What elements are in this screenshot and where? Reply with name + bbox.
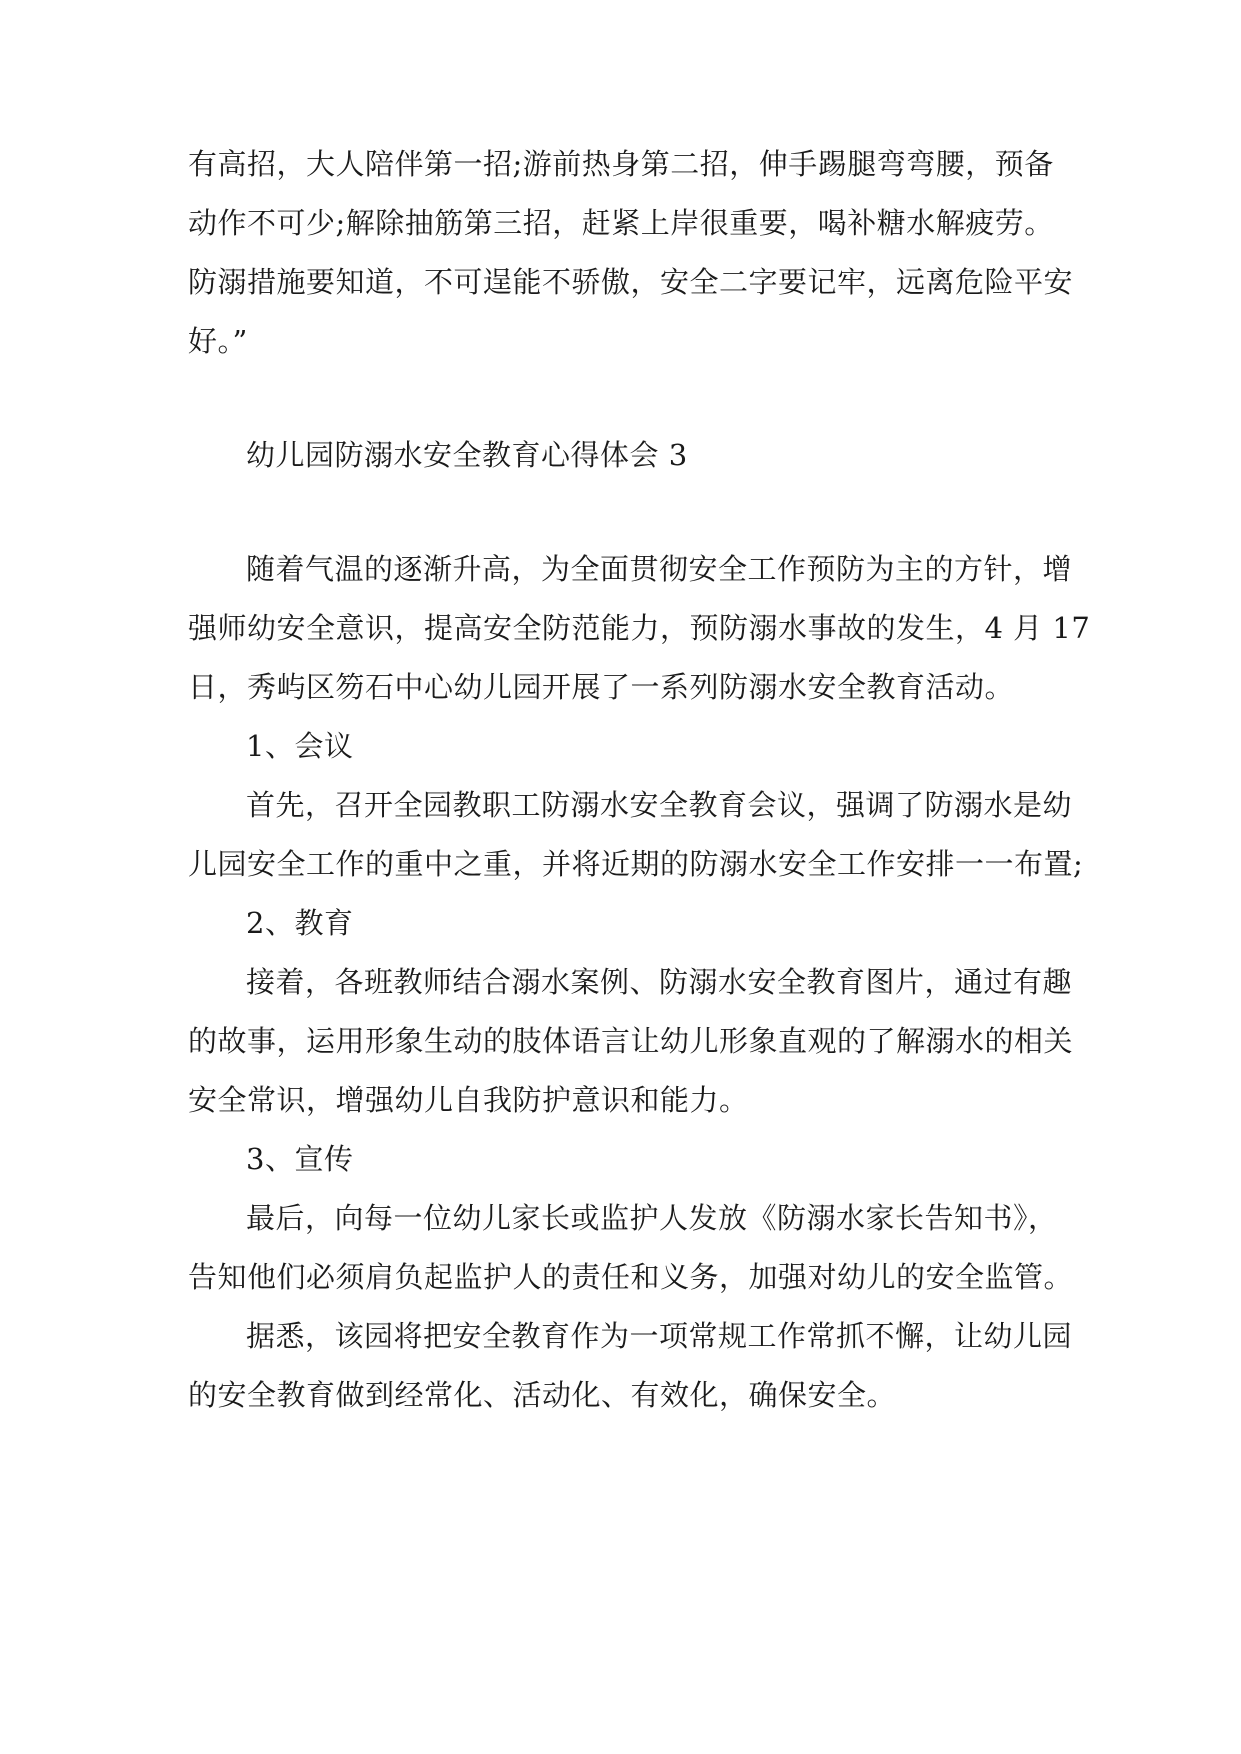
- paragraph-line: 首先，召开全园教职工防溺水安全教育会议，强调了防溺水是幼: [246, 788, 1073, 822]
- list-heading: 2、教育: [246, 906, 354, 940]
- paragraph-line: 据悉，该园将把安全教育作为一项常规工作常抓不懈，让幼儿园: [246, 1319, 1073, 1353]
- paragraph-line: 儿园安全工作的重中之重，并将近期的防溺水安全工作安排一一布置;: [188, 847, 1084, 881]
- text-line: 防溺措施要知道，不可逞能不骄傲，安全二字要记牢，远离危险平安: [188, 265, 1074, 299]
- paragraph-line: 随着气温的逐渐升高，为全面贯彻安全工作预防为主的方针，增: [246, 552, 1073, 586]
- list-heading: 1、会议: [246, 729, 354, 763]
- text-line: 动作不可少;解除抽筋第三招，赶紧上岸很重要，喝补糖水解疲劳。: [188, 206, 1054, 240]
- paragraph-line: 日，秀屿区笏石中心幼儿园开展了一系列防溺水安全教育活动。: [188, 670, 1015, 704]
- text-line: 好。”: [188, 324, 248, 358]
- section-heading: 幼儿园防溺水安全教育心得体会 3: [246, 438, 688, 472]
- paragraph-line: 最后，向每一位幼儿家长或监护人发放《防溺水家长告知书》，: [246, 1201, 1058, 1235]
- paragraph-line: 安全常识，增强幼儿自我防护意识和能力。: [188, 1083, 749, 1117]
- paragraph-line: 告知他们必须肩负起监护人的责任和义务，加强对幼儿的安全监管。: [188, 1260, 1074, 1294]
- paragraph-line: 强师幼安全意识，提高安全防范能力，预防溺水事故的发生，4 月 17: [188, 611, 1091, 645]
- paragraph-line: 的安全教育做到经常化、活动化、有效化，确保安全。: [188, 1378, 897, 1412]
- text-line: 有高招，大人陪伴第一招;游前热身第二招，伸手踢腿弯弯腰，预备: [188, 147, 1054, 181]
- list-heading: 3、宣传: [246, 1142, 354, 1176]
- paragraph-line: 接着，各班教师结合溺水案例、防溺水安全教育图片，通过有趣: [246, 965, 1073, 999]
- paragraph-line: 的故事，运用形象生动的肢体语言让幼儿形象直观的了解溺水的相关: [188, 1024, 1074, 1058]
